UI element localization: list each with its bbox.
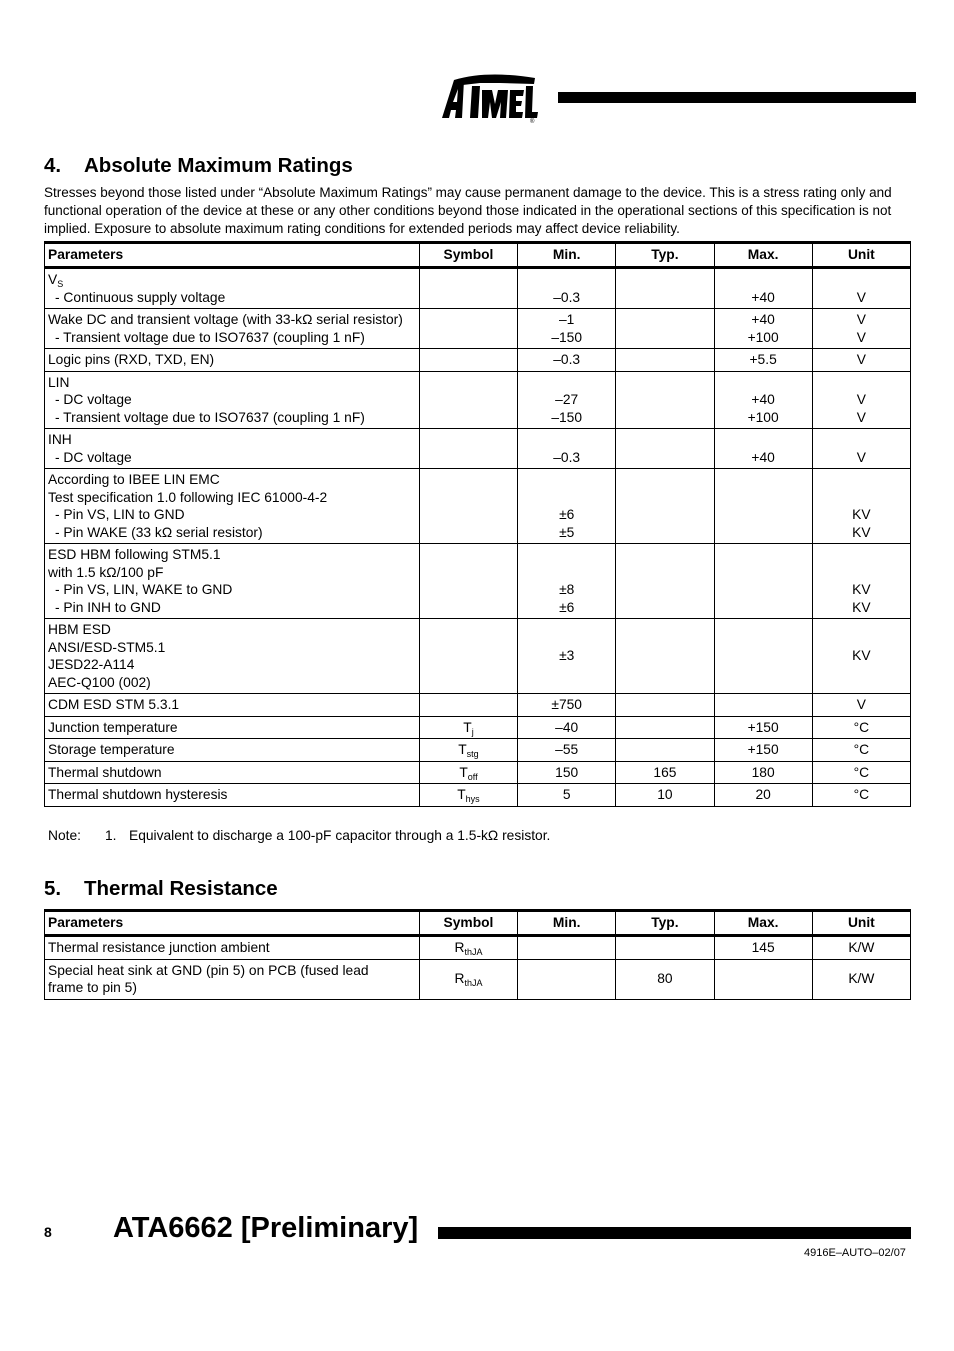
unit-value: V bbox=[856, 289, 866, 305]
document-code: 4916E–AUTO–02/07 bbox=[804, 1247, 906, 1259]
min-cell bbox=[518, 619, 616, 694]
parameter-line: Special heat sink at GND (pin 5) on PCB (fused lead bbox=[48, 962, 369, 978]
min-value: ±6 bbox=[559, 599, 575, 615]
note-label: Note: bbox=[48, 828, 81, 843]
unit-cell bbox=[812, 429, 910, 469]
section-heading-absolute-maximum-ratings bbox=[44, 154, 353, 178]
parameter-line: - Pin WAKE (33 kΩ serial resistor) bbox=[55, 524, 263, 540]
parameter-cell bbox=[45, 784, 420, 807]
unit-cell bbox=[812, 371, 910, 429]
column-header-symbol: Symbol bbox=[419, 243, 517, 268]
parameter-line: - Continuous supply voltage bbox=[55, 289, 226, 305]
section-title: Absolute Maximum Ratings bbox=[84, 154, 353, 177]
parameter-cell bbox=[45, 268, 420, 309]
note-text: Equivalent to discharge a 100-pF capacitor through a 1.5-kΩ resistor. bbox=[129, 828, 551, 843]
parameter-cell bbox=[45, 544, 420, 619]
section-number: 5. bbox=[44, 877, 62, 900]
parameter-cell bbox=[45, 309, 420, 349]
min-cell bbox=[518, 784, 616, 807]
unit-value: KV bbox=[852, 599, 871, 615]
max-cell bbox=[714, 761, 812, 784]
parameter-line: Thermal shutdown hysteresis bbox=[48, 787, 228, 802]
unit-value: KV bbox=[852, 507, 871, 522]
table-row bbox=[45, 959, 911, 999]
symbol-cell: $T_j$ bbox=[419, 716, 517, 739]
min-cell bbox=[518, 936, 616, 960]
unit-value: V bbox=[856, 697, 866, 712]
min-value: 5 bbox=[562, 787, 571, 802]
min-value: 150 bbox=[555, 764, 579, 780]
unit-cell bbox=[812, 784, 910, 807]
column-header-max: Max. bbox=[714, 243, 812, 268]
symbol-subscript: hys bbox=[465, 794, 480, 804]
typ-cell bbox=[616, 371, 714, 429]
unit-cell bbox=[812, 761, 910, 784]
max-value: 145 bbox=[751, 940, 775, 955]
min-cell bbox=[518, 959, 616, 999]
max-value: 20 bbox=[755, 787, 771, 802]
table-row bbox=[45, 544, 911, 619]
symbol-cell: $T_{stg}$ bbox=[419, 739, 517, 762]
parameter-line: LIN bbox=[48, 374, 70, 390]
max-cell bbox=[714, 959, 812, 999]
parameter-cell bbox=[45, 469, 420, 544]
parameter-line: - Pin VS, LIN, WAKE to GND bbox=[55, 582, 233, 597]
parameter-cell bbox=[45, 349, 420, 372]
symbol-cell bbox=[419, 469, 517, 544]
unit-value: KV bbox=[852, 582, 871, 597]
unit-value: °C bbox=[853, 719, 870, 735]
unit-cell bbox=[812, 619, 910, 694]
table-row bbox=[45, 716, 911, 739]
min-cell bbox=[518, 761, 616, 784]
max-cell bbox=[714, 936, 812, 960]
min-cell bbox=[518, 739, 616, 762]
unit-cell bbox=[812, 959, 910, 999]
min-cell bbox=[518, 716, 616, 739]
table-row bbox=[45, 349, 911, 372]
parameter-line: Storage temperature bbox=[48, 742, 175, 757]
unit-cell bbox=[812, 544, 910, 619]
header-rule bbox=[558, 92, 916, 103]
parameter-line: Thermal resistance junction ambient bbox=[48, 940, 270, 955]
parameter-line: Thermal shutdown bbox=[48, 764, 162, 780]
unit-value: K/W bbox=[848, 971, 875, 987]
parameter-line: Junction temperature bbox=[48, 719, 178, 735]
parameter-cell bbox=[45, 739, 420, 762]
table-row bbox=[45, 761, 911, 784]
unit-value: V bbox=[856, 392, 866, 407]
parameter-cell bbox=[45, 716, 420, 739]
footer-rule bbox=[438, 1227, 911, 1239]
max-cell bbox=[714, 268, 812, 309]
page-number: 8 bbox=[44, 1224, 52, 1240]
table-note bbox=[48, 828, 550, 843]
min-value: –0.3 bbox=[553, 289, 581, 305]
parameter-line: - Pin VS, LIN to GND bbox=[55, 507, 185, 522]
max-cell bbox=[714, 429, 812, 469]
max-cell bbox=[714, 469, 812, 544]
symbol-cell: $R_{thJA}$ bbox=[419, 959, 517, 999]
parameter-line: ESD HBM following STM5.1 bbox=[48, 547, 221, 562]
parameter-cell bbox=[45, 371, 420, 429]
thermal-resistance-table bbox=[44, 909, 911, 1000]
min-value: –150 bbox=[551, 329, 583, 345]
symbol-subscript: thJA bbox=[464, 978, 483, 989]
unit-value: V bbox=[856, 409, 866, 425]
symbol-cell: $T_{off}$ bbox=[419, 761, 517, 784]
typ-cell bbox=[616, 936, 714, 960]
max-cell bbox=[714, 716, 812, 739]
table-row bbox=[45, 371, 911, 429]
parameter-line: Wake DC and transient voltage (with 33-kΩ serial resistor) bbox=[48, 312, 403, 327]
column-header-min: Min. bbox=[518, 911, 616, 936]
max-value: +100 bbox=[747, 409, 779, 425]
max-value: 180 bbox=[751, 764, 775, 780]
min-value: ±6 bbox=[559, 507, 575, 522]
column-header-typ: Typ. bbox=[616, 911, 714, 936]
column-header-unit: Unit bbox=[812, 243, 910, 268]
table-row bbox=[45, 309, 911, 349]
column-header-symbol: Symbol bbox=[419, 911, 517, 936]
min-cell bbox=[518, 371, 616, 429]
unit-value: V bbox=[856, 352, 866, 367]
min-value: –40 bbox=[555, 719, 579, 735]
parameter-line: INH bbox=[48, 432, 72, 447]
max-value: +100 bbox=[747, 329, 779, 345]
typ-cell bbox=[616, 268, 714, 309]
atmel-logo bbox=[440, 72, 540, 124]
min-cell bbox=[518, 694, 616, 717]
unit-cell bbox=[812, 739, 910, 762]
section-heading-thermal-resistance bbox=[44, 877, 278, 901]
unit-value: V bbox=[856, 449, 866, 465]
unit-value: °C bbox=[853, 787, 870, 802]
unit-value: KV bbox=[852, 648, 871, 664]
table-row bbox=[45, 429, 911, 469]
max-cell bbox=[714, 544, 812, 619]
parameter-line: frame to pin 5) bbox=[48, 980, 137, 995]
max-value: +40 bbox=[751, 312, 775, 327]
parameter-line: - DC voltage bbox=[55, 392, 132, 407]
parameter-cell bbox=[45, 959, 420, 999]
unit-value: °C bbox=[853, 764, 870, 780]
max-value: +40 bbox=[751, 449, 775, 465]
typ-cell bbox=[616, 619, 714, 694]
typ-value: 80 bbox=[657, 971, 673, 987]
max-value: +150 bbox=[747, 742, 779, 757]
section-title: Thermal Resistance bbox=[84, 877, 278, 900]
parameter-line: AEC-Q100 (002) bbox=[48, 674, 151, 690]
min-value: ±3 bbox=[559, 648, 575, 664]
symbol-subscript: thJA bbox=[464, 947, 483, 957]
typ-cell bbox=[616, 429, 714, 469]
symbol-subscript: stg bbox=[466, 749, 479, 759]
max-cell bbox=[714, 619, 812, 694]
column-header-param: Parameters bbox=[45, 243, 420, 268]
unit-cell bbox=[812, 716, 910, 739]
column-header-unit: Unit bbox=[812, 911, 910, 936]
parameter-line: $V_S$ bbox=[48, 272, 64, 289]
min-value: ±8 bbox=[559, 582, 575, 597]
max-value: +40 bbox=[751, 392, 775, 407]
min-cell bbox=[518, 469, 616, 544]
min-value: –55 bbox=[555, 742, 579, 757]
min-value: –27 bbox=[555, 392, 579, 407]
table-header-row bbox=[45, 911, 911, 936]
parameter-line: HBM ESD bbox=[48, 622, 111, 637]
column-header-typ: Typ. bbox=[616, 243, 714, 268]
subscript: S bbox=[57, 279, 64, 289]
symbol-cell bbox=[419, 694, 517, 717]
parameter-line: ANSI/ESD-STM5.1 bbox=[48, 639, 166, 655]
max-cell bbox=[714, 784, 812, 807]
symbol-cell bbox=[419, 349, 517, 372]
unit-value: K/W bbox=[848, 940, 875, 955]
section-number: 4. bbox=[44, 154, 62, 177]
parameter-cell bbox=[45, 429, 420, 469]
max-value: +5.5 bbox=[749, 352, 777, 367]
parameter-line: CDM ESD STM 5.3.1 bbox=[48, 697, 180, 712]
max-value: +40 bbox=[751, 289, 775, 305]
symbol-cell bbox=[419, 544, 517, 619]
unit-cell bbox=[812, 936, 910, 960]
min-cell bbox=[518, 544, 616, 619]
max-cell bbox=[714, 694, 812, 717]
parameter-line: - Transient voltage due to ISO7637 (coupling 1 nF) bbox=[55, 329, 365, 345]
parameter-line: - Pin INH to GND bbox=[55, 599, 161, 615]
typ-cell bbox=[616, 349, 714, 372]
table-row bbox=[45, 268, 911, 309]
unit-cell bbox=[812, 349, 910, 372]
parameter-line: with 1.5 kΩ/100 pF bbox=[48, 564, 164, 580]
note-number: 1. bbox=[105, 828, 117, 843]
table-row bbox=[45, 739, 911, 762]
parameter-line: Logic pins (RXD, TXD, EN) bbox=[48, 352, 215, 367]
typ-cell bbox=[616, 716, 714, 739]
table-row bbox=[45, 784, 911, 807]
max-cell bbox=[714, 739, 812, 762]
symbol-cell bbox=[419, 429, 517, 469]
min-cell bbox=[518, 349, 616, 372]
parameter-line: JESD22-A114 bbox=[48, 657, 135, 672]
column-header-min: Min. bbox=[518, 243, 616, 268]
parameter-cell bbox=[45, 694, 420, 717]
unit-cell bbox=[812, 309, 910, 349]
typ-cell bbox=[616, 544, 714, 619]
table-row bbox=[45, 469, 911, 544]
min-value: –0.3 bbox=[553, 449, 581, 465]
absolute-maximum-ratings-table bbox=[44, 241, 911, 807]
typ-value: 165 bbox=[653, 764, 677, 780]
unit-value: V bbox=[856, 329, 866, 345]
typ-cell bbox=[616, 959, 714, 999]
min-cell bbox=[518, 309, 616, 349]
min-value: –150 bbox=[551, 409, 583, 425]
typ-cell bbox=[616, 469, 714, 544]
table-row bbox=[45, 619, 911, 694]
min-cell bbox=[518, 429, 616, 469]
symbol-cell: $R_{thJA}$ bbox=[419, 936, 517, 960]
max-value: +150 bbox=[747, 719, 779, 735]
column-header-param: Parameters bbox=[45, 911, 420, 936]
max-cell bbox=[714, 349, 812, 372]
parameter-cell bbox=[45, 761, 420, 784]
table-row bbox=[45, 936, 911, 960]
typ-cell bbox=[616, 784, 714, 807]
symbol-subscript: off bbox=[467, 771, 478, 782]
unit-value: °C bbox=[853, 742, 870, 757]
symbol-cell bbox=[419, 309, 517, 349]
typ-cell bbox=[616, 694, 714, 717]
parameter-cell bbox=[45, 936, 420, 960]
document-title: ATA6662 [Preliminary] bbox=[113, 1212, 419, 1244]
symbol-cell bbox=[419, 619, 517, 694]
unit-cell bbox=[812, 469, 910, 544]
intro-paragraph: Stresses beyond those listed under “Absolute Maximum Ratings” may cause permanent damage to the device. This is a stress rating only and functional operation of the device at these or any other conditions beyond those indicated in the operational sections of this specification is not implied. Exposure to absolute maximum rating conditions for extended periods may affect device reliability. bbox=[44, 185, 892, 236]
unit-value: KV bbox=[852, 524, 871, 540]
min-value: ±5 bbox=[559, 524, 575, 540]
parameter-line: - Transient voltage due to ISO7637 (coupling 1 nF) bbox=[55, 409, 365, 425]
typ-value: 10 bbox=[657, 787, 673, 802]
parameter-line: According to IBEE LIN EMC bbox=[48, 472, 220, 487]
symbol-cell bbox=[419, 371, 517, 429]
symbol-cell bbox=[419, 268, 517, 309]
min-value: –1 bbox=[559, 312, 575, 327]
unit-value: V bbox=[856, 312, 866, 327]
symbol-subscript: j bbox=[471, 726, 474, 737]
parameter-line: - DC voltage bbox=[55, 449, 132, 465]
max-cell bbox=[714, 309, 812, 349]
min-cell bbox=[518, 268, 616, 309]
column-header-max: Max. bbox=[714, 911, 812, 936]
table-row bbox=[45, 694, 911, 717]
typ-cell bbox=[616, 739, 714, 762]
registered-mark: ® bbox=[530, 119, 535, 124]
unit-cell bbox=[812, 694, 910, 717]
typ-cell bbox=[616, 309, 714, 349]
max-cell bbox=[714, 371, 812, 429]
typ-cell bbox=[616, 761, 714, 784]
min-value: ±750 bbox=[551, 697, 582, 712]
parameter-line: Test specification 1.0 following IEC 61000-4-2 bbox=[48, 489, 328, 505]
symbol-cell: $T_{hys}$ bbox=[419, 784, 517, 807]
min-value: –0.3 bbox=[553, 352, 581, 367]
parameter-cell bbox=[45, 619, 420, 694]
unit-cell bbox=[812, 268, 910, 309]
table-header-row bbox=[45, 243, 911, 268]
